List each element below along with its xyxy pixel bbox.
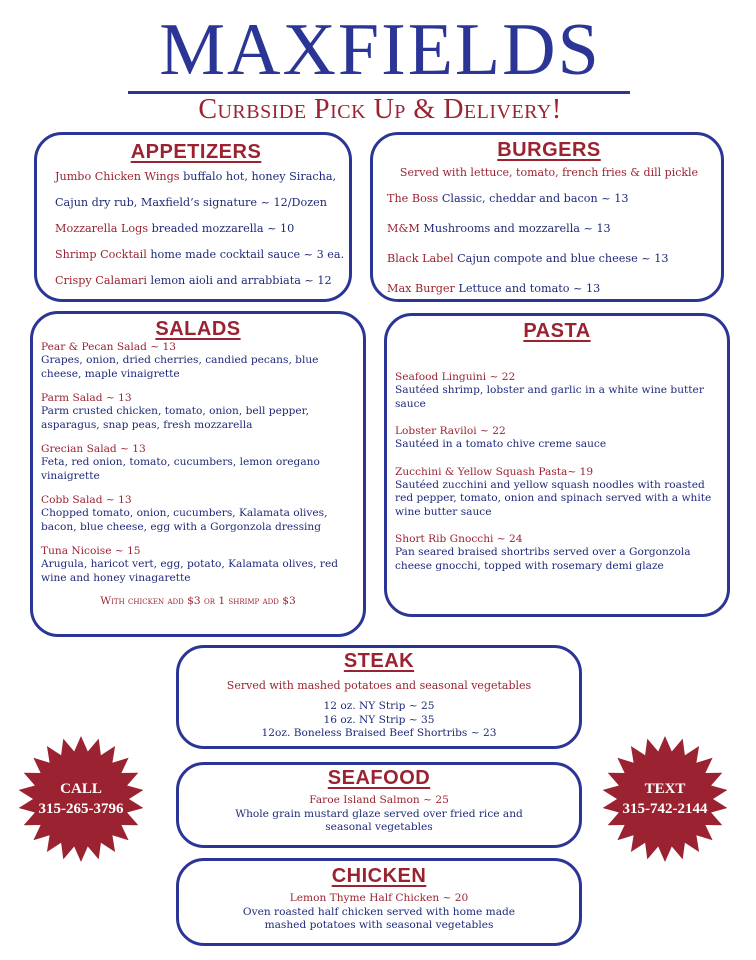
item-name: Short Rib Gnocchi ~ 24: [395, 533, 523, 545]
salad-addon-note: With chicken add $3 or 1 shrimp add $3: [100, 595, 296, 607]
menu-line: 12oz. Boneless Braised Beef Shortribs ~ 23: [261, 727, 497, 739]
text-starburst[interactable]: [601, 735, 729, 863]
item-desc: Cajun dry rub, Maxfield’s signature ~ 12/Dozen: [55, 196, 327, 209]
pasta-section: [384, 313, 730, 617]
menu-item: [41, 443, 355, 483]
section-title: BURGERS: [497, 139, 601, 161]
section-title: PASTA: [523, 320, 591, 342]
menu-item: [41, 545, 355, 585]
menu-line: [387, 282, 711, 295]
section-title: SALADS: [155, 318, 241, 340]
menu-line: [55, 196, 337, 209]
salads-section: [30, 311, 366, 637]
item-desc: Grapes, onion, dried cherries, candied pecans, blue cheese, maple vinaigrette: [41, 354, 319, 380]
item-name: Faroe Island Salmon ~ 25: [309, 794, 449, 806]
menu-item: [41, 392, 355, 432]
item-desc: buffalo hot, honey Siracha,: [179, 170, 337, 183]
item-desc: Classic, cheddar and bacon ~ 13: [438, 192, 629, 205]
item-name: Shrimp Cocktail: [55, 248, 147, 261]
steak-section: [176, 645, 582, 749]
item-desc: Pan seared braised shortribs served over a Gorgonzola cheese gnocchi, topped with rosemary demi glaze: [395, 546, 691, 572]
menu-item: [41, 494, 355, 534]
section-title: CHICKEN: [331, 865, 427, 887]
item-name: Max Burger: [387, 282, 455, 295]
item-name: Cobb Salad ~ 13: [41, 494, 132, 506]
menu-line: [387, 222, 711, 235]
text-phone[interactable]: 315-742-2144: [622, 801, 708, 817]
chicken-section: [176, 858, 582, 946]
section-title: SEAFOOD: [327, 767, 431, 789]
menu-line: [55, 248, 345, 261]
item-name: Pear & Pecan Salad ~ 13: [41, 341, 176, 353]
item-name: Zucchini & Yellow Squash Pasta~ 19: [395, 465, 594, 478]
item-name: Tuna Nicoise ~ 15: [41, 545, 141, 557]
item-desc: Whole grain mustard glaze served over fried rice and seasonal vegetables: [235, 807, 523, 833]
menu-line: [387, 252, 711, 265]
item-name: Seafood Linguini ~ 22: [395, 371, 516, 383]
menu-line: [55, 222, 337, 235]
text-label: TEXT: [644, 781, 686, 797]
item-name: Black Label: [387, 252, 454, 265]
item-desc: Mushrooms and mozzarella ~ 13: [419, 222, 611, 235]
item-desc: Chopped tomato, onion, cucumbers, Kalamata olives, bacon, blue cheese, egg with a Gorgonzola dressing: [41, 507, 328, 533]
item-desc: Oven roasted half chicken served with home made mashed potatoes with seasonal vegetables: [242, 905, 516, 931]
section-note: Served with lettuce, tomato, french fries & dill pickle: [399, 166, 699, 179]
burgers-section: [370, 132, 724, 302]
menu-item: [395, 371, 719, 411]
section-title: APPETIZERS: [130, 141, 262, 163]
menu-item: [395, 533, 719, 573]
menu-line: 16 oz. NY Strip ~ 35: [323, 713, 435, 726]
menu-line: 12 oz. NY Strip ~ 25: [323, 700, 435, 712]
call-phone[interactable]: 315-265-3796: [38, 801, 124, 817]
item-desc: Sautéed shrimp, lobster and garlic in a white wine butter sauce: [395, 384, 704, 410]
item-name: Grecian Salad ~ 13: [41, 443, 146, 455]
item-desc: Sautéed in a tomato chive creme sauce: [395, 438, 607, 450]
item-desc: Arugula, haricot vert, egg, potato, Kalamata olives, red wine and honey vinagarette: [41, 558, 339, 584]
item-desc: Cajun compote and blue cheese ~ 13: [453, 252, 669, 265]
call-starburst[interactable]: [17, 735, 145, 863]
item-name: Jumbo Chicken Wings: [55, 170, 180, 183]
menu-item: [395, 466, 719, 520]
item-name: Mozzarella Logs: [55, 222, 149, 235]
subtitle: Curbside Pick Up & Delivery!: [198, 94, 562, 125]
menu-line: [55, 170, 337, 183]
section-title: STEAK: [343, 650, 415, 672]
appetizers-section: [34, 132, 352, 302]
restaurant-title: MAXFIELDS: [159, 9, 601, 91]
item-desc: Lettuce and tomato ~ 13: [454, 282, 601, 295]
call-label: CALL: [60, 781, 102, 797]
item-name: M&M: [387, 222, 420, 235]
seafood-section: [176, 762, 582, 848]
item-desc: home made cocktail sauce ~ 3 ea.: [146, 248, 345, 261]
menu-line: [387, 192, 711, 205]
section-note: Served with mashed potatoes and seasonal vegetables: [226, 679, 532, 692]
item-desc: Feta, red onion, tomato, cucumbers, lemon oregano vinaigrette: [41, 456, 320, 482]
item-name: Crispy Calamari: [55, 274, 147, 287]
menu-line: [55, 274, 337, 287]
item-name: Parm Salad ~ 13: [41, 392, 132, 404]
item-name: Lobster Raviloi ~ 22: [395, 425, 506, 437]
item-desc: Parm crusted chicken, tomato, onion, bell pepper, asparagus, snap peas, fresh mozzarella: [41, 405, 309, 431]
item-name: Lemon Thyme Half Chicken ~ 20: [289, 892, 469, 904]
item-desc: breaded mozzarella ~ 10: [148, 222, 295, 235]
menu-item: [395, 425, 719, 452]
menu-item: [41, 341, 355, 381]
item-desc: lemon aioli and arrabbiata ~ 12: [146, 274, 332, 287]
item-desc: Sautéed zucchini and yellow squash noodles with roasted red pepper, tomato, onion and spinach served with a white wine butter sauce: [395, 478, 712, 518]
item-name: The Boss: [387, 192, 439, 205]
